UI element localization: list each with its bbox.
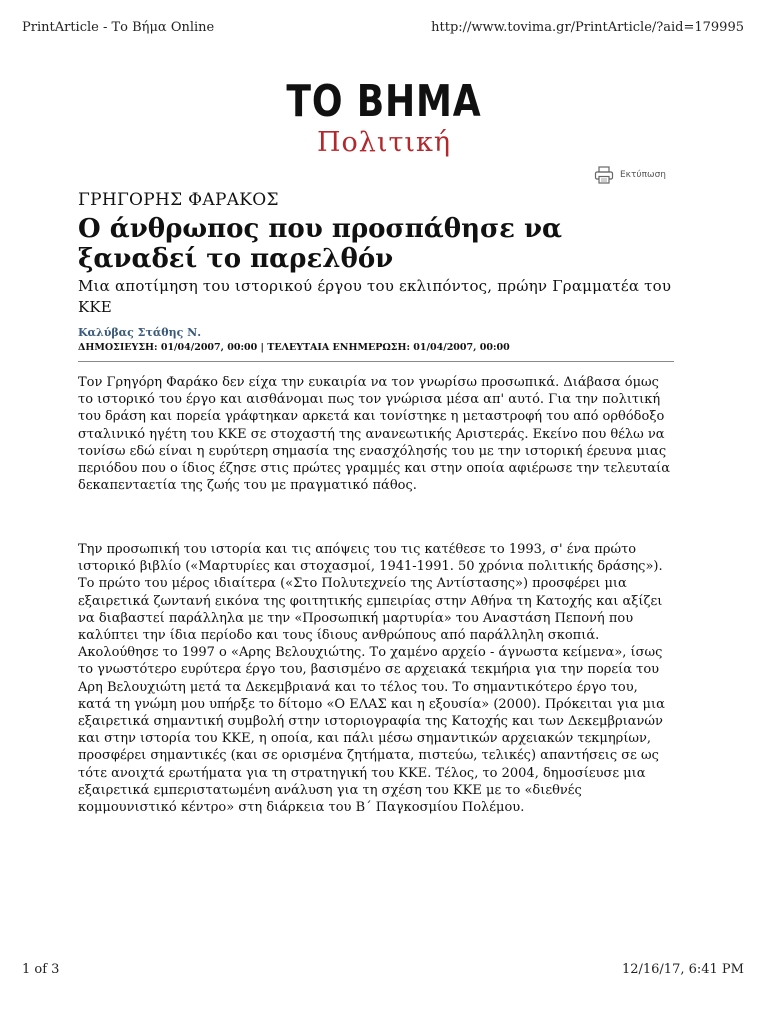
print-header-title: PrintArticle - Το Βήμα Online xyxy=(22,20,215,35)
author-name: ΓΡΗΓΟΡΗΣ ΦΑΡΑΚΟΣ xyxy=(78,190,279,210)
section-title[interactable]: Πολιτική xyxy=(316,127,452,158)
page-count: 1 of 3 xyxy=(22,962,60,977)
print-timestamp: 12/16/17, 6:41 PM xyxy=(621,962,744,977)
masthead xyxy=(0,78,768,158)
site-logo[interactable]: ΤΟ ΒΗΜΑ xyxy=(286,76,482,127)
article-paragraph: Τον Γρηγόρη Φαράκο δεν είχα την ευκαιρία να τον γνωρίσω προσωπικά. Διάβασα όμως το ιστορικό του έργο και αισθάνομαι πως τον γνώρισα μέσα απ' αυτό. Για την πολιτική του δράση και πορεία γράφτηκαν αρκετά και τονίστηκε η μεταστροφή του από ορθόδοξο σταλινικό ηγέτη του ΚΚΕ σε στοχαστή της ανανεωτικής Αριστεράς. Εκείνο που θέλω να τονίσω εδώ είναι η ευρύτερη σημασία της ενασχόλησής του με την ιστορική έρευνα μιας περιόδου που ο ίδιος έζησε στις πρώτες γραμμές και στην οποία αφιέρωσε την τελευταία δεκαπενταετία της ζωής του με πραγματικό πάθος. xyxy=(78,375,671,494)
byline-author-link[interactable]: Καλύβας Στάθης Ν. xyxy=(78,326,202,339)
printer-icon xyxy=(594,166,614,184)
article-paragraph: Την προσωπική του ιστορία και τις απόψεις του τις κατέθεσε το 1993, σ' ένα πρώτο ιστορικό βιβλίο («Μαρτυρίες και στοχασμοί, 1941-1991. 50 χρόνια πολιτικής δράσης»). Το πρώτο του μέρος ιδιαίτερα («Στο Πολυτεχνείο της Αντίστασης») προσφέρει μια εξαιρετικά ζωντανή εικόνα της φοιτητικής εμπειρίας στην Αθήνα τη Κατοχής και αξίζει να διαβαστεί παράλληλα με την «Προσωπική μαρτυρία» του Αναστάση Πεπονή που καλύπτει την ίδια περίοδο και τους ίδιους ανθρώπους από παράλληλη σκοπιά. Ακολούθησε το 1997 ο «Αρης Βελουχιώτης. Το χαμένο αρχείο - άγνωστα κείμενα», ίσως το γνωστότερο ευρύτερα έργο του, βασισμένο σε αρχειακά τεκμήρια για την πορεία του Αρη Βελουχιώτη μετά τα Δεκεμβριανά και το τέλος του. Το σημαντικότερο έργο του, κατά τη γνώμη μου υπήρξε το δίτομο «Ο ΕΛΑΣ και η εξουσία» (2000). Πρόκειται για μια εξαιρετικά σημαντική συμβολή στην ιστοριογραφία της Κατοχής και των Δεκεμβριανών και στην ιστορία του ΚΚΕ, η οποία, και πάλι μέσω σημαντικών αρχειακών τεκμηρίων, προσφέρει σημαντικές (και σε ορισμένα ζητήματα, πιστεύω, τελικές) απαντήσεις σε ως τότε ανοιχτά ερωτήματα για τη στρατηγική του ΚΚΕ. Τέλος, το 2004, δημοσίευσε μια εξαιρετικά εμπεριστατωμένη ανάλυση για τη σχέση του ΚΚΕ με το «διεθνές κομμουνιστικό κέντρο» στη διάρκεια του Β΄ Παγκοσμίου Πολέμου. xyxy=(78,542,665,816)
article-subtitle: Μια αποτίμηση του ιστορικού έργου του εκλιπόντος, πρώην Γραμματέα του ΚΚΕ xyxy=(78,277,672,316)
print-button[interactable] xyxy=(594,166,666,184)
article-title: Ο άνθρωπος που προσπάθησε να ξαναδεί το παρελθόν xyxy=(78,214,563,274)
print-header-url: http://www.tovima.gr/PrintArticle/?aid=179995 xyxy=(431,20,744,35)
print-label: Εκτύπωση xyxy=(620,170,666,180)
publication-dates: ΔΗΜΟΣΙΕΥΣΗ: 01/04/2007, 00:00 | ΤΕΛΕΥΤΑΙΑ ΕΝΗΜΕΡΩΣΗ: 01/04/2007, 00:00 xyxy=(78,342,510,353)
divider xyxy=(78,361,674,362)
